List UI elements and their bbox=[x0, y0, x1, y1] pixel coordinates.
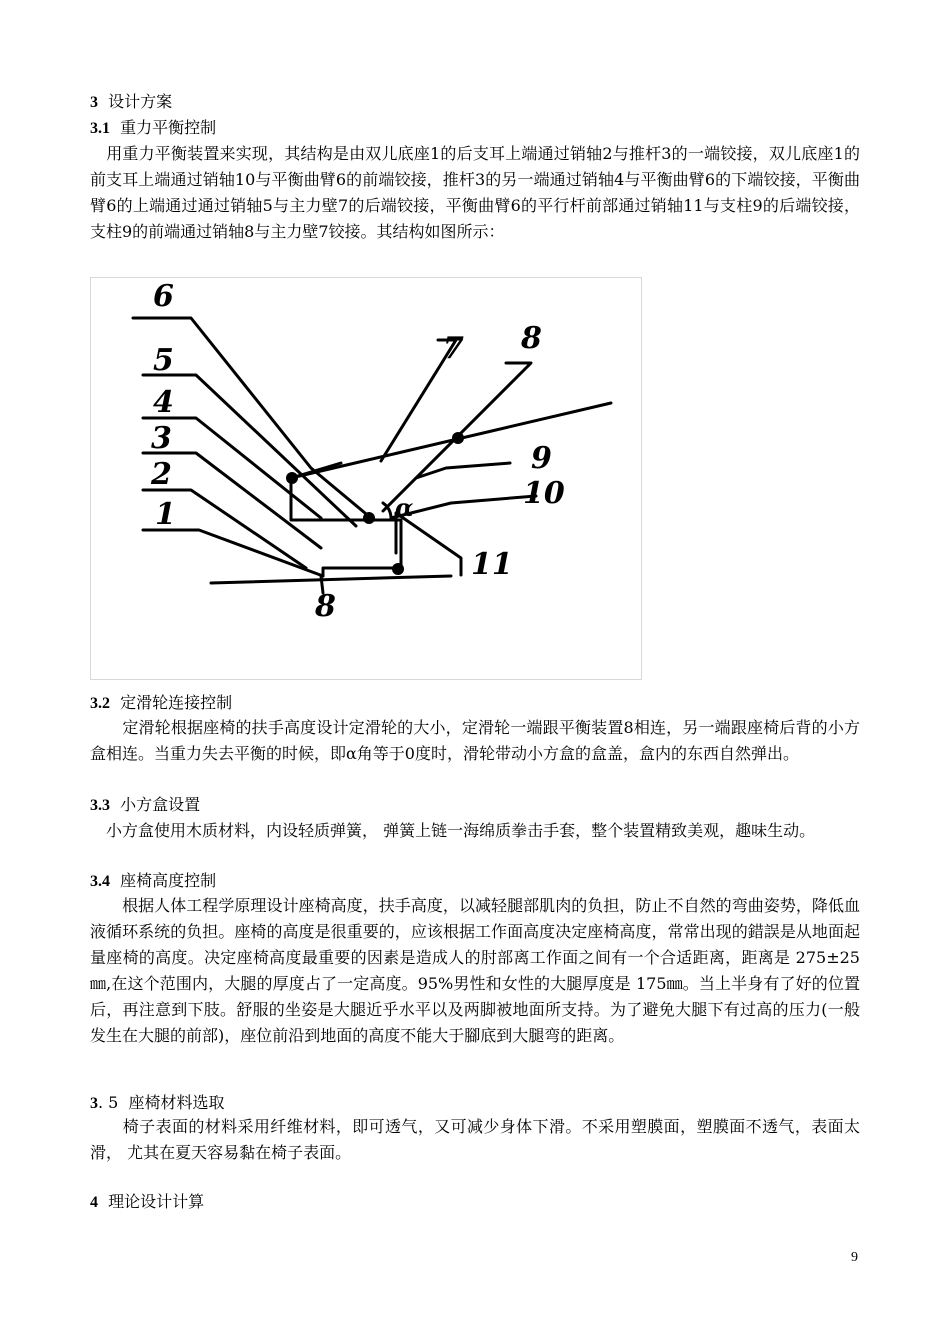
label-10: 10 bbox=[523, 476, 565, 511]
label-6: 6 bbox=[153, 279, 174, 314]
section-title: 重力平衡控制 bbox=[120, 118, 217, 137]
label-5: 5 bbox=[153, 343, 174, 378]
section-title: 理论设计计算 bbox=[108, 1192, 205, 1211]
label-2: 2 bbox=[151, 457, 172, 492]
section-heading-3 bbox=[90, 92, 172, 113]
section-number-suffix: . 5 bbox=[98, 1093, 119, 1112]
page-number: 9 bbox=[851, 1250, 858, 1265]
label-7: 7 bbox=[443, 331, 464, 366]
label-8: 8 bbox=[521, 321, 542, 356]
section-title: 座椅高度控制 bbox=[120, 871, 217, 890]
section-title: 小方盒设置 bbox=[120, 795, 201, 814]
section-title: 座椅材料选取 bbox=[128, 1093, 225, 1112]
label-11: 11 bbox=[471, 547, 513, 582]
paragraph-3-4: 根据人体工程学原理设计座椅高度，扶手高度，以减轻腿部肌肉的负担，防止不自然的弯曲姿势，降低血液循环系统的负担。座椅的高度是很重要的，应该根据工作面高度决定座椅高度，常常出现的錯誤是从地面起量座椅的高度。决定座椅高度最重要的因素是造成人的肘部离工作面之间有一个合适距离，距离是 275±25㎜,在这个范围内，大腿的厚度占了一定高度。95%男性和女性的大腿厚度是 175㎜。当上半身有了好的位置后，再注意到下肢。舒服的坐姿是大腿近乎水平以及两脚被地面所支持。为了避免大腿下有过高的压力(一般发生在大腿的前部)，座位前沿到地面的高度不能大于腳底到大腿弯的距离。 bbox=[90, 896, 860, 1045]
paragraph-3-5: 椅子表面的材料采用纤维材料，即可透气，又可减少身体下滑。不采用塑膜面，塑膜面不透气，表面太滑， 尤其在夏天容易黏在椅子表面。 bbox=[90, 1117, 860, 1162]
section-number: 3 bbox=[90, 1095, 98, 1112]
label-1: 1 bbox=[155, 497, 176, 532]
paragraph-3-1: 用重力平衡装置来实现，其结构是由双儿底座1的后支耳上端通过销轴2与推杆3的一端铰接，双儿底座1的前支耳上端通过销轴10与平衡曲臂6的前端铰接，推杆3的另一端通过销轴4与平衡曲臂6的下端铰接，平衡曲臂6的上端通过通过销轴5与主力壁7的后端铰接，平衡曲臂6的平行杆前部通过销轴11与支柱9的后端铰接，支柱9的前端通过销轴8与主力壁7铰接。其结构如图所示： bbox=[90, 144, 860, 241]
label-3: 3 bbox=[151, 421, 172, 456]
section-heading-3-3 bbox=[90, 795, 200, 816]
section-heading-3-4 bbox=[90, 871, 216, 892]
section-title: 设计方案 bbox=[108, 92, 173, 111]
section-number: 3 bbox=[90, 94, 98, 111]
section-heading-3-1 bbox=[90, 118, 216, 139]
label-alpha: α bbox=[395, 493, 414, 522]
section-number: 3.2 bbox=[90, 695, 110, 712]
section-number: 3.1 bbox=[90, 120, 110, 137]
mechanism-figure bbox=[90, 277, 642, 680]
label-9: 9 bbox=[531, 441, 552, 476]
section-heading-4 bbox=[90, 1192, 204, 1213]
section-heading-3-5 bbox=[90, 1093, 225, 1114]
label-8-bottom: 8 bbox=[315, 589, 336, 624]
paragraph-3-3: 小方盒使用木质材料，内设轻质弹簧， 弹簧上链一海绵质拳击手套，整个装置精致美观，趣味生动。 bbox=[90, 821, 816, 840]
paragraph-3-2: 定滑轮根据座椅的扶手高度设计定滑轮的大小，定滑轮一端跟平衡装置8相连，另一端跟座椅后背的小方盒相连。当重力失去平衡的时候，即α角等于0度时，滑轮带动小方盒的盒盖，盒内的东西自然弹出。 bbox=[90, 718, 860, 763]
section-number: 3.4 bbox=[90, 873, 110, 890]
section-number: 4 bbox=[90, 1194, 98, 1211]
label-4: 4 bbox=[153, 385, 174, 420]
section-title: 定滑轮连接控制 bbox=[120, 693, 233, 712]
section-heading-3-2 bbox=[90, 693, 232, 714]
section-number: 3.3 bbox=[90, 797, 110, 814]
mechanism-diagram bbox=[91, 278, 641, 679]
